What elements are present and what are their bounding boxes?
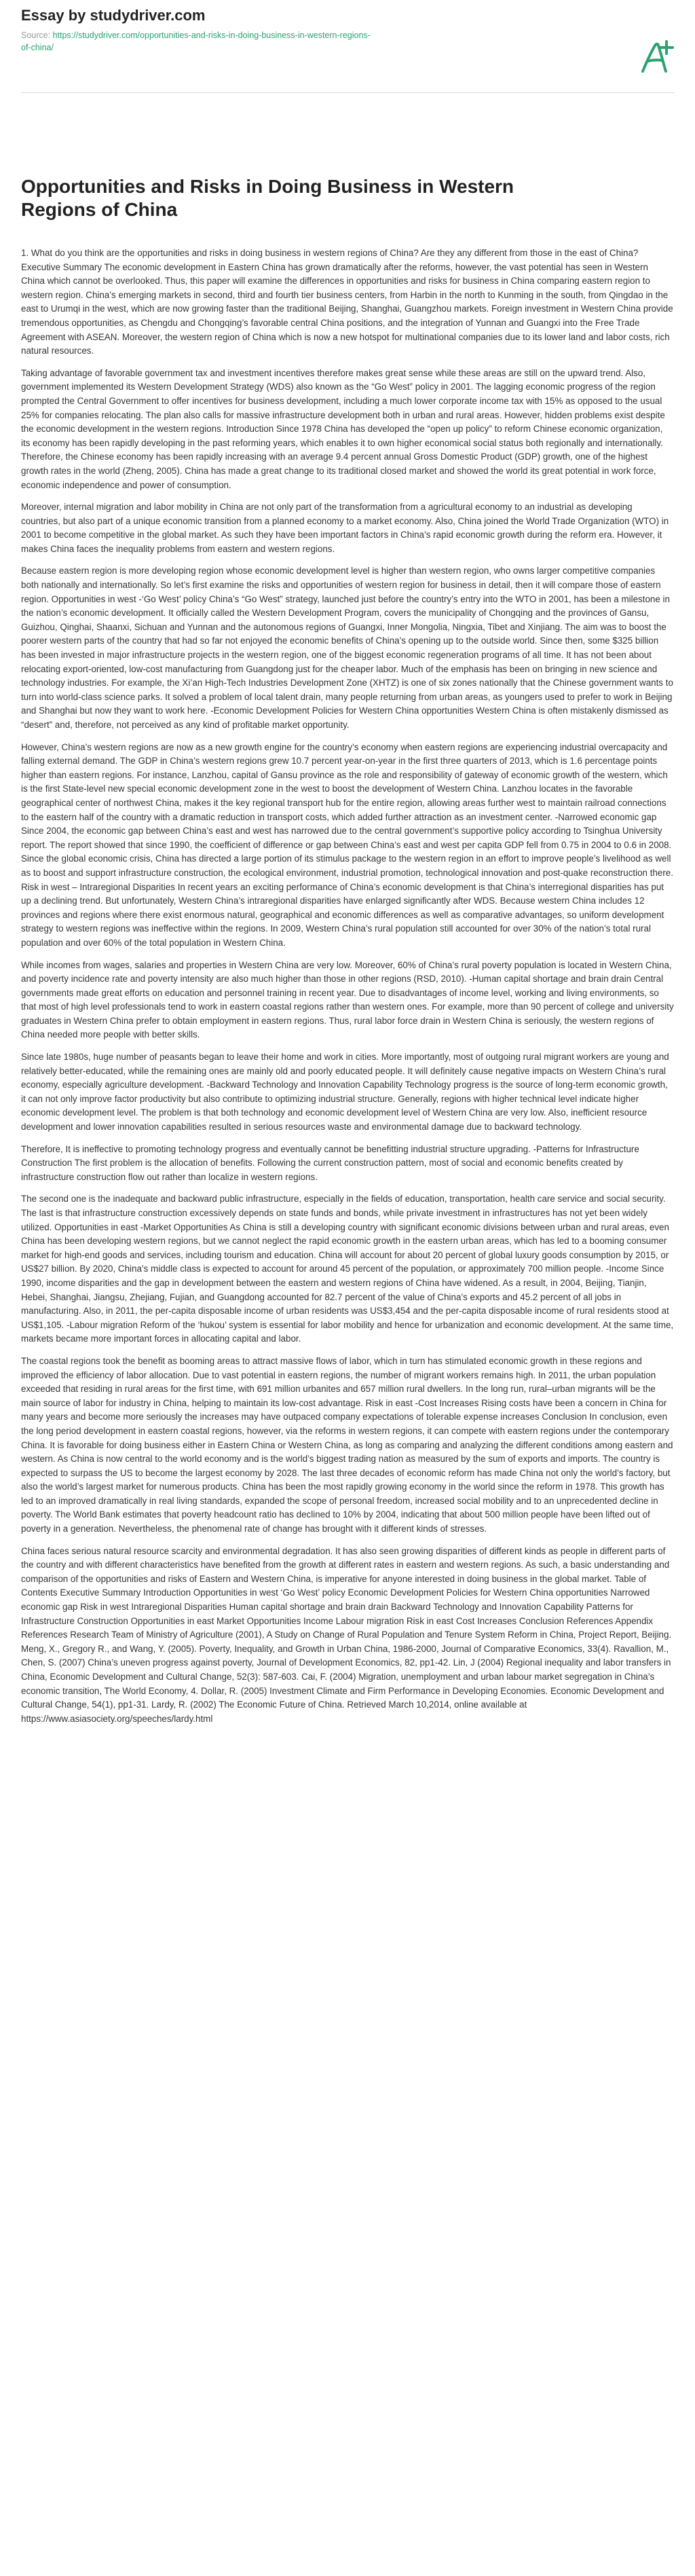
essay-paragraph: Moreover, internal migration and labor mobility in China are not only part of the transformation from a agricultural economy to an industrial as developing countries, but also part of a unique economic transition from a planned economy to a market economy. Also, China joined the World Trade Organization (WTO) in 2001 to become competitive in the global market. As such they have been important factors in China’s rapid economic growth during the reform era. However, it makes China faces the inequality problems from eastern and western regions. [21,502,669,554]
essay-paragraph: The coastal regions took the benefit as booming areas to attract massive flows of labor, which in turn has stimulated economic growth in these regions and improved the efficiency of labor allocation. Due to vast potential in eastern regions, the number of migrant workers remains high. In 2011, the urban population exceeded that residing in rural areas for the first time, with 691 million urbanites and 657 million rural dwellers. In the long run, rural–urban migrants will be the main source of labor for industry in China, helping to maintain its low-cost advantage. Risk in east -Cost Increases Rising costs have been a concern in China for many years and become more seriously the increases may have outpaced company expectations of tolerable expense increases Conclusion In conclusion, even the long period development in eastern coastal regions, however, via the reforms in western regions, it can compete with eastern regions under the contemporary China. It is favorable for doing business either in Eastern China or Western China, as long as comparing and analyzing the different conditions among eastern and western. As China is now central to the world economy and is the world’s biggest trading nation as measured by the sum of exports and imports. The country is expected to surpass the US to become the largest economy by 2028. The last three decades of economic reform has made China not only the world’s factory, but also the world’s largest market for numerous products. China has been the most rapidly growing economy in the world since the reform in 1978. This growth has led to an improved dramatically in real living standards, expanded the scope of personal freedom, increased social mobility and to an unprecedented decline in poverty. The World Bank estimates that poverty headcount ratio has declined to 10% by 2004, indicating that about 500 million people have been lifted out of poverty in a generation. Nevertheless, the phenomenal rate of change has brought with it different kinds of stresses. [21,1355,673,1534]
essay-paragraph: However, China’s western regions are now as a new growth engine for the country’s economy when eastern regions are experiencing industrial overcapacity and falling external demand. The GDP in China’s western regions grew 10.7 percent year-on-year in the first three quarters of 2013, which is 1.6 percentage points higher than eastern regions. For instance, Lanzhou, capital of Gansu province as the role and responsibility of gateway of economic growth of the western, which is the first State-level new special economic development zone in the west to boost the development of Western China. Lanzhou locates in the favorable geographical center of northwest China, makes it the key regional transport hub for the entire region, allowing areas further west to maintain railroad connections to the eastern half of the country with a dramatic reduction in transport costs, which added further attraction as an investment center. -Narrowed economic gap Since 2004, the economic gap between China’s east and west has narrowed due to the central government’s supportive policy according to Tsinghua University report. The report showed that since 1990, the coefficient of difference or gap between China’s east and west per capita GDP fell from 0.75 in 2004 to 0.6 in 2008. Since the global economic crisis, China has directed a large portion of its stimulus package to the western region in an effort to improve people’s livelihood as well as to boost and support infrastructure construction, the ecological environment, industrial promotion, technological innovation and post-quake reconstruction there. Risk in west – Intraregional Disparities In recent years an exciting performance of China’s economic development is that China’s interregional disparities has put up a declining trend. But unfortunately, Western China’s intraregional disparities have enlarged significantly after WDS. Because western China includes 12 provinces and regions where there exist enormous natural, geographical and economic differences as well as comparative advantages, so uniform development strategy to western regions was ineffective within the regions. In 2009, Western China’s rural population still accounted for over 30% of the nation’s total rural population and over 60% of the total population in Western China. [21,741,673,948]
essay-paragraph: China faces serious natural resource scarcity and environmental degradation. It has also seen growing disparities of different kinds as people in different parts of the country and with different characteristics have benefited from the growth at different rates in eastern and western regions. As such, a basic understanding and comparison of the opportunities and risks of Eastern and Western China, is imperative for anyone interested in doing business in the global market. Table of Contents Executive Summary Introduction Opportunities in west ‘Go West’ policy Economic Development Policies for Western China opportunities Narrowed economic gap Risk in west Intraregional Disparities Human capital shortage and brain drain Backward Technology and Innovation Capability Patterns for Infrastructure Construction Opportunities in east Market Opportunities Income Labour migration Risk in east Cost Increases Conclusion References Appendix References Research Team of Ministry of Agriculture (2001), A Study on Change of Rural Population and Tenure System Reform in China, Project Report, Beijing. Meng, X., Gregory R., and Wang, Y. (2005). Poverty, Inequality, and Growth in Urban China, 1986-2000, Journal of Comparative Economics, 33(4). Ravallion, M., Chen, S. (2007) China’s uneven progress against poverty, Journal of Development Economics, 82, pp1-42. Lin, J (2004) Regional inequality and labor transfers in China, Economic Development and Cultural Change, 52(3): 587-603. Cai, F. (2004) Migration, unemployment and urban labour market segregation in China’s economic transition, The World Economy, 4. Dollar, R. (2005) Investment Climate and Firm Performance in Developing Economies. Economic Development and Cultural Change, 54(1), pp1-31. Lardy, R. (2002) The Economic Future of China. Retrieved March 10,2014, online available at https://www.asiasociety.org/speeches/lardy.html [21,1545,672,1724]
source-label: Source: [21,31,53,40]
essay-paragraph: Because eastern region is more developing region whose economic development level is higher than western region, who owns larger competitive companies both nationally and internationally. So let’s first examine the risks and opportunities of western region for business in detail, then it will compare those of eastern region. Opportunities in west -‘Go West’ policy China’s “Go West” strategy, launched just before the country’s entry into the WTO in 2001, has been a milestone in the nation’s economic development. It officially called the Western Development Program, covers the municipality of Chongqing and the provinces of Gansu, Guizhou, Qinghai, Shaanxi, Sichuan and Yunnan and the autonomous regions of Guangxi, Inner Mongolia, Ningxia, Tibet and Xinjiang. The aim was to boost the poorer western parts of the country that had so far not enjoyed the economic benefits of China’s opening up to the outside world. Since then, some $325 billion has been invested in major infrastructure projects in the western region, one of the biggest economic regeneration programs of all time. It has not been about relocating export-oriented, low-cost manufacturing from Guangdong just for the cheaper labor. Much of the emphasis has been on bringing in new science and technology industries. For example, the Xi’an High-Tech Industries Development Zone (XHTZ) is one of six zones nationally that the Chinese government wants to turn into world-class science parks. It solved a problem of local talent drain, many people returning from urban areas, as youngers used to prefer to work in Beijing and Shanghai but now they want to work here. -Economic Development Policies for Western China opportunities Western China is often mistakenly dismissed as “desert” and, therefore, not perceived as any kind of profitable market opportunity. [21,566,673,730]
essay-paragraph: While incomes from wages, salaries and properties in Western China are very low. Moreover, 60% of China’s rural poverty population is located in Western China, and poverty incidence rate and poverty intensity are also much higher than those in other regions (RSD, 2010). -Human capital shortage and brain drain Central governments made great efforts on education and personnel training in recent year. Due to disadvantages of income level, working and living environments, so that most of high level professionals tend to work in eastern coastal regions rather than western ones. For example, more than 90 percent of college and university graduates in Western China prefer to obtain employment in eastern regions. Thus, rural labor force drain in Western China is seriously, the western regions of China needed more people with better skills. [21,959,674,1040]
site-title: Essay by studydriver.com [21,7,206,24]
source-link[interactable]: https://studydriver.com/opportunities-and-risks-in-doing-business-in-western-regions-of-china/ [21,31,371,52]
essay-paragraph: The second one is the inadequate and backward public infrastructure, especially in the fields of education, transportation, health care service and social security. The last is that infrastructure construction excessively depends on state funds and bonds, while private investment in infrastructures has not yet been widely utilized. Opportunities in east -Market Opportunities As China is still a developing country with significant economic divisions between urban and rural areas, even China has been developing western regions, but we cannot neglect the rapid economic growth in the eastern urban areas, which has led to a booming consumer market for high-end goods and services, including tourism and education. China will account for about 20 percent of global luxury goods consumption by 2015, or US$27 billion. By 2020, China’s middle class is expected to account for around 45 percent of the population, or approximately 700 million people. -Income Since 1990, income disparities and the gap in development between the eastern and western regions of China have widened. As a result, in 2004, Beijing, Tianjin, Hebei, Shanghai, Jiangsu, Zhejiang, Fujian, and Guangdong accounted for 82.7 percent of the value of China’s exports and 45.2 percent of all jobs in manufacturing. Also, in 2011, the per-capita disposable income of urban residents was US$3,454 and the per-capita disposable income of rural residents stood at US$1,105. -Labour migration Reform of the ‘hukou’ system is essential for labor mobility and hence for urbanization and economic development. At the same time, markets became more important forces in allocating capital and labor. [21,1194,674,1344]
essay-paragraph: Taking advantage of favorable government tax and investment incentives therefore makes great sense while these areas are still on the upward trend. Also, government implemented its Western Development Strategy (WDS) also known as the “Go West” policy in 2001. The lagging economic progress of the region prompted the Central Government to offer incentives for business development, including a much lower corporate income tax with 15% as opposed to the usual 25% for companies relocating. The plan also calls for massive infrastructure development both in urban and rural areas. However, hidden problems exist despite the economic development in the western regions. Introduction Since 1978 China has developed the “open up policy” to reform Chinese economic organization, its economy has been rapidly developing in the past reforming years, which enables it to own higher economical social status both regionally and internationally. Therefore, the Chinese economy has been rapidly increasing with an average 9.4 percent annual Gross Domestic Product (GDP) growth, one of the highest growth rates in the world (Zheng, 2005). China has made a great change to its traditional closed market and showed the world its great potential in work force, economic independence and power of consumption. [21,367,665,490]
header-divider [21,92,674,93]
a-plus-logo-icon[interactable] [637,37,677,78]
essay-body [21,246,674,1734]
essay-paragraph: 1. What do you think are the opportunities and risks in doing business in western regions of China? Are they any different from those in the east of China? Executive Summary The economic development in Eastern China has grown dramatically after the reforms, however, the vast potential has seen in Western China which cannot be overlooked. Thus, this paper will examine the differences in opportunities and risks for business in China comparing eastern region to western region. China’s emerging markets in second, third and fourth tier business centers, from Harbin in the north to Kunming in the south, from Qingdao in the east to Urumqi in the west, which are now growing faster than the traditional Beijing, Shanghai, Guangzhou markets. Foreign investment in Western China provide tremendous opportunities, as Chengdu and Chongqing’s favorable central China positions, and the integration of Yunnan and Guangxi into the Free Trade Agreement with ASEAN. Moreover, the western region of China which is now a new hotspot for multinational companies due to its lower land and labor costs, rich natural resources. [21,248,673,356]
essay-paragraph: Therefore, It is ineffective to promoting technology progress and eventually cannot be benefitting industrial structure upgrading. -Patterns for Infrastructure Construction The first problem is the allocation of benefits. Following the current construction pattern, most of social and economic benefits created by infrastructure construction flow out rather than localize in western regions. [21,1143,639,1182]
essay-title: Opportunities and Risks in Doing Business in Western Regions of China [21,176,514,220]
essay-paragraph: Since late 1980s, huge number of peasants began to leave their home and work in cities. More importantly, most of outgoing rural migrant workers are young and relatively better-educated, while the remaining ones are mainly old and poorly educated people. It will definitely cause negative impacts on Western China’s rural economy, especially agriculture development. -Backward Technology and Innovation Capability Technology progress is the source of long-term economic growth, it can not only improve factor productivity but also contribute to optimizing industrial structure. Generally, regions with higher technical level indicate higher economic development level. The problem is that both technology and economic development level of Western China are very low. Also, inefficient resource development and lower innovation capabilities resulted in serious resources waste and environmental damage due to backward technology. [21,1052,669,1133]
page-header [0,0,695,92]
source-line [21,29,374,54]
